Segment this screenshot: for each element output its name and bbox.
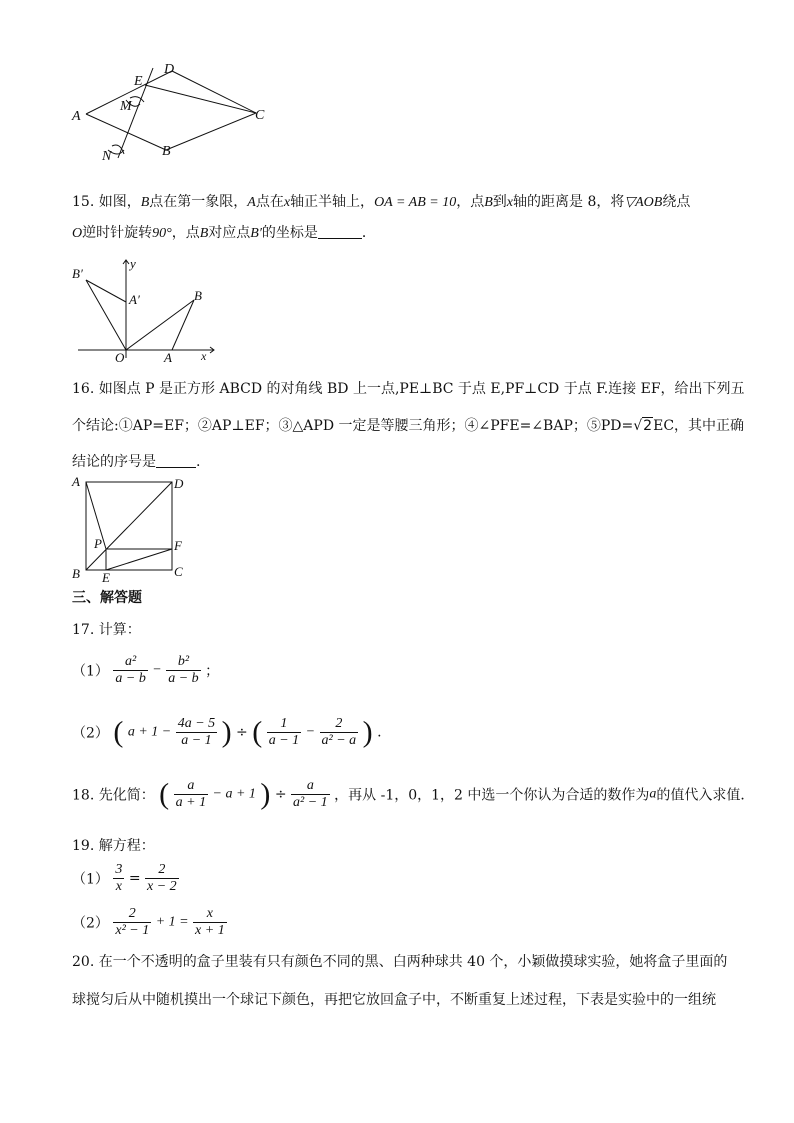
- q16-line2: 个结论:①AP=EF；②AP⊥EF；③△APD 一定是等腰三角形；④∠PFE=∠BAP；⑤PD=√2EC，其中正确: [72, 418, 745, 434]
- label-B: B: [162, 144, 171, 159]
- label-F: F: [174, 538, 182, 553]
- figure-q14: [68, 58, 278, 168]
- fraction: $\frac{a}{\text{a² − 1}}$: [293, 778, 328, 810]
- label-A: A: [72, 109, 81, 124]
- label-M: M: [120, 99, 132, 114]
- q16-line3: 结论的序号是 .: [72, 454, 201, 470]
- q19-part1: （1） $\frac{3}{x}$ = $\frac{2}{x - 2}$: [72, 862, 177, 894]
- label-E: E: [102, 570, 110, 584]
- answer-blank-q16[interactable]: [156, 453, 196, 468]
- fraction: $\frac{1}{a - 1}$: [268, 716, 300, 748]
- label-N: N: [102, 149, 112, 164]
- q15-line2: O逆时针旋转90°，点B对应点B′的坐标是 ．: [72, 225, 376, 241]
- fraction: $\frac{2}{\text{a² − a}}$: [321, 716, 357, 748]
- label-y: y: [130, 256, 136, 271]
- label-x: x: [201, 349, 207, 363]
- q16-line1: 16. 如图点 P 是正方形 ABCD 的对角线 BD 上一点,PE⊥BC 于点 E,PF⊥CD 于点 F.连接 EF，给出下列五: [72, 381, 745, 397]
- label-C: C: [255, 108, 265, 123]
- label-B-prime: B′: [72, 266, 83, 281]
- figure-q16: [68, 474, 198, 584]
- section-heading: 三、解答题: [72, 590, 142, 606]
- label-C: C: [174, 564, 183, 579]
- answer-blank-q15[interactable]: [318, 224, 362, 239]
- fraction: $\frac{x}{x + 1}$: [195, 906, 225, 938]
- label-D: D: [174, 476, 184, 491]
- fraction: $\frac{2}{x - 2}$: [147, 862, 177, 894]
- q18: 18. 先化简： ( $\frac{a}{a + 1}$ − a + 1 ) ÷ $\frac{a}{\text{a² − 1}}$ ，再从 -1，0，1，2 中选一个你认为合适的数作为a的值代入求值．: [72, 777, 755, 811]
- q15-line1: 15. 如图，B点在第一象限，A点在x轴正半轴上，OA = AB = 10，点B到x轴的距离是 8，将▽AOB绕点: [72, 194, 691, 210]
- q17-title: 17. 计算：: [72, 622, 141, 638]
- q19-part2: （2） $\frac{2}{\text{x² − 1}}$ + 1 = $\frac{x}{x + 1}$: [72, 906, 225, 938]
- fraction: $\frac{\text{a²}}{a - b}$: [115, 654, 146, 686]
- label-A-prime: A′: [129, 292, 140, 307]
- q20-line1: 20. 在一个不透明的盒子里装有只有颜色不同的黑、白两种球共 40 个，小颖做摸球实验，她将盒子里面的: [72, 954, 728, 970]
- fraction: $\frac{3}{x}$: [115, 862, 123, 894]
- figure-q15: [68, 252, 228, 364]
- q17-part1: （1） $\frac{\text{a²}}{a - b}$ − $\frac{\text{b²}}{a - b}$ ；: [72, 654, 220, 686]
- label-O: O: [115, 350, 125, 364]
- fraction: $\frac{\text{b²}}{a - b}$: [168, 654, 199, 686]
- label-A: A: [164, 350, 172, 364]
- label-E: E: [134, 74, 143, 89]
- label-P: P: [94, 536, 102, 551]
- sqrt-2: √2: [633, 418, 653, 434]
- label-D: D: [164, 62, 175, 77]
- label-B: B: [72, 566, 80, 581]
- fraction: $\frac{a}{a + 1}$: [175, 778, 207, 810]
- label-B: B: [194, 288, 202, 303]
- q19-title: 19. 解方程：: [72, 838, 155, 854]
- fraction: $\frac{4a - 5}{a - 1}$: [177, 716, 216, 748]
- fraction: $\frac{2}{\text{x² − 1}}$: [115, 906, 150, 938]
- q20-line2: 球搅匀后从中随机摸出一个球记下颜色，再把它放回盒子中，不断重复上述过程，下表是实验中的一组统: [72, 992, 716, 1008]
- label-A: A: [72, 474, 80, 489]
- q17-part2: （2） ( a + 1 − $\frac{4a - 5}{a - 1}$ ) ÷ ( $\frac{1}{a - 1}$ − $\frac{2}{\text{a² − a}}$ ) .: [72, 715, 382, 749]
